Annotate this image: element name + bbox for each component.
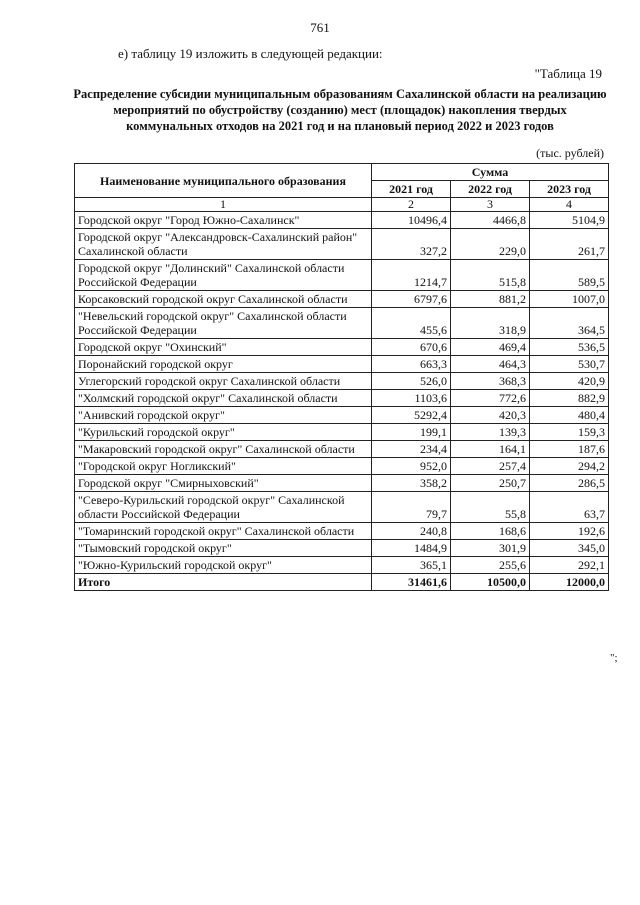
value-2021: 5292,4 bbox=[372, 407, 451, 424]
municipality-name: Городской округ "Александровск-Сахалинский район" Сахалинской области bbox=[75, 229, 372, 260]
intro-line: е) таблицу 19 изложить в следующей редакции: bbox=[118, 46, 383, 61]
value-2021: 455,6 bbox=[372, 308, 451, 339]
value-2023: 420,9 bbox=[530, 373, 609, 390]
value-2022: 229,0 bbox=[451, 229, 530, 260]
value-2023: 882,9 bbox=[530, 390, 609, 407]
header-name: Наименование муниципального образования bbox=[75, 164, 372, 198]
value-2021: 670,6 bbox=[372, 339, 451, 356]
value-2023: 530,7 bbox=[530, 356, 609, 373]
value-2021: 663,3 bbox=[372, 356, 451, 373]
value-2023: 1007,0 bbox=[530, 291, 609, 308]
total-row bbox=[75, 574, 609, 591]
header-year-2023: 2023 год bbox=[530, 181, 609, 198]
table-row bbox=[75, 356, 609, 373]
table-row bbox=[75, 373, 609, 390]
value-2021: 1214,7 bbox=[372, 260, 451, 291]
value-2021: 10496,4 bbox=[372, 212, 451, 229]
municipality-name: Городской округ "Охинский" bbox=[75, 339, 372, 356]
table-reference: "Таблица 19 bbox=[534, 66, 602, 81]
value-2021: 327,2 bbox=[372, 229, 451, 260]
value-2021: 79,7 bbox=[372, 492, 451, 523]
document-title: Распределение субсидии муниципальным образованиям Сахалинской области на реализацию мероприятий по обустройству (созданию) мест (площадок) накопления твердых коммунальных отходов на 2021 год и на плановый период 2022 и 2023 годов bbox=[73, 87, 607, 133]
header-sum: Сумма bbox=[372, 164, 609, 181]
units-label: (тыс. рублей) bbox=[536, 146, 604, 160]
municipality-name: "Северо-Курильский городской округ" Сахалинской области Российской Федерации bbox=[75, 492, 372, 523]
municipality-name: "Городской округ Ногликский" bbox=[75, 458, 372, 475]
header-year-2022: 2022 год bbox=[451, 181, 530, 198]
table-row bbox=[75, 291, 609, 308]
table-row bbox=[75, 492, 609, 523]
table-row bbox=[75, 475, 609, 492]
column-number: 1 bbox=[75, 198, 372, 212]
municipality-name: "Томаринский городской округ" Сахалинской области bbox=[75, 523, 372, 540]
value-2022: 168,6 bbox=[451, 523, 530, 540]
value-2023: 5104,9 bbox=[530, 212, 609, 229]
value-2021: 199,1 bbox=[372, 424, 451, 441]
value-2023: 192,6 bbox=[530, 523, 609, 540]
value-2021: 952,0 bbox=[372, 458, 451, 475]
municipality-name: Корсаковский городской округ Сахалинской области bbox=[75, 291, 372, 308]
table-row bbox=[75, 260, 609, 291]
value-2022: 515,8 bbox=[451, 260, 530, 291]
value-2023: 286,5 bbox=[530, 475, 609, 492]
table-row bbox=[75, 390, 609, 407]
value-2022: 164,1 bbox=[451, 441, 530, 458]
header-year-2021: 2021 год bbox=[372, 181, 451, 198]
municipality-name: Городской округ "Город Южно-Сахалинск" bbox=[75, 212, 372, 229]
value-2021: 1103,6 bbox=[372, 390, 451, 407]
value-2021: 6797,6 bbox=[372, 291, 451, 308]
table-row bbox=[75, 212, 609, 229]
table-row bbox=[75, 407, 609, 424]
value-2022: 255,6 bbox=[451, 557, 530, 574]
municipality-name: "Макаровский городской округ" Сахалинской области bbox=[75, 441, 372, 458]
value-2023: 480,4 bbox=[530, 407, 609, 424]
subsidy-table bbox=[74, 163, 609, 591]
total-2022: 10500,0 bbox=[451, 574, 530, 591]
value-2023: 345,0 bbox=[530, 540, 609, 557]
closing-quote: "; bbox=[610, 652, 618, 664]
value-2022: 318,9 bbox=[451, 308, 530, 339]
page-number: 761 bbox=[310, 20, 330, 35]
value-2022: 55,8 bbox=[451, 492, 530, 523]
total-2023: 12000,0 bbox=[530, 574, 609, 591]
value-2021: 234,4 bbox=[372, 441, 451, 458]
table-row bbox=[75, 339, 609, 356]
value-2023: 536,5 bbox=[530, 339, 609, 356]
value-2021: 365,1 bbox=[372, 557, 451, 574]
value-2022: 881,2 bbox=[451, 291, 530, 308]
column-number-row bbox=[75, 198, 609, 212]
municipality-name: Городской округ "Долинский" Сахалинской области Российской Федерации bbox=[75, 260, 372, 291]
municipality-name: "Невельский городской округ" Сахалинской области Российской Федерации bbox=[75, 308, 372, 339]
value-2023: 364,5 bbox=[530, 308, 609, 339]
value-2021: 526,0 bbox=[372, 373, 451, 390]
municipality-name: "Курильский городской округ" bbox=[75, 424, 372, 441]
table-row bbox=[75, 229, 609, 260]
table-row bbox=[75, 458, 609, 475]
municipality-name: Городской округ "Смирныховский" bbox=[75, 475, 372, 492]
table-row bbox=[75, 540, 609, 557]
table-row bbox=[75, 308, 609, 339]
municipality-name: "Тымовский городской округ" bbox=[75, 540, 372, 557]
table-row bbox=[75, 424, 609, 441]
municipality-name: "Анивский городской округ" bbox=[75, 407, 372, 424]
municipality-name: "Южно-Курильский городской округ" bbox=[75, 557, 372, 574]
value-2022: 469,4 bbox=[451, 339, 530, 356]
total-label: Итого bbox=[75, 574, 372, 591]
value-2023: 261,7 bbox=[530, 229, 609, 260]
value-2022: 772,6 bbox=[451, 390, 530, 407]
value-2022: 464,3 bbox=[451, 356, 530, 373]
value-2023: 63,7 bbox=[530, 492, 609, 523]
value-2022: 420,3 bbox=[451, 407, 530, 424]
value-2022: 368,3 bbox=[451, 373, 530, 390]
column-number: 2 bbox=[372, 198, 451, 212]
value-2022: 257,4 bbox=[451, 458, 530, 475]
value-2022: 250,7 bbox=[451, 475, 530, 492]
value-2023: 292,1 bbox=[530, 557, 609, 574]
municipality-name: Поронайский городской округ bbox=[75, 356, 372, 373]
municipality-name: "Холмский городской округ" Сахалинской области bbox=[75, 390, 372, 407]
column-number: 4 bbox=[530, 198, 609, 212]
value-2022: 4466,8 bbox=[451, 212, 530, 229]
column-number: 3 bbox=[451, 198, 530, 212]
value-2021: 358,2 bbox=[372, 475, 451, 492]
table-row bbox=[75, 523, 609, 540]
value-2021: 240,8 bbox=[372, 523, 451, 540]
value-2022: 139,3 bbox=[451, 424, 530, 441]
municipality-name: Углегорский городской округ Сахалинской области bbox=[75, 373, 372, 390]
value-2021: 1484,9 bbox=[372, 540, 451, 557]
value-2023: 159,3 bbox=[530, 424, 609, 441]
value-2023: 294,2 bbox=[530, 458, 609, 475]
value-2023: 589,5 bbox=[530, 260, 609, 291]
value-2023: 187,6 bbox=[530, 441, 609, 458]
table-row bbox=[75, 441, 609, 458]
table-row bbox=[75, 557, 609, 574]
total-2021: 31461,6 bbox=[372, 574, 451, 591]
value-2022: 301,9 bbox=[451, 540, 530, 557]
